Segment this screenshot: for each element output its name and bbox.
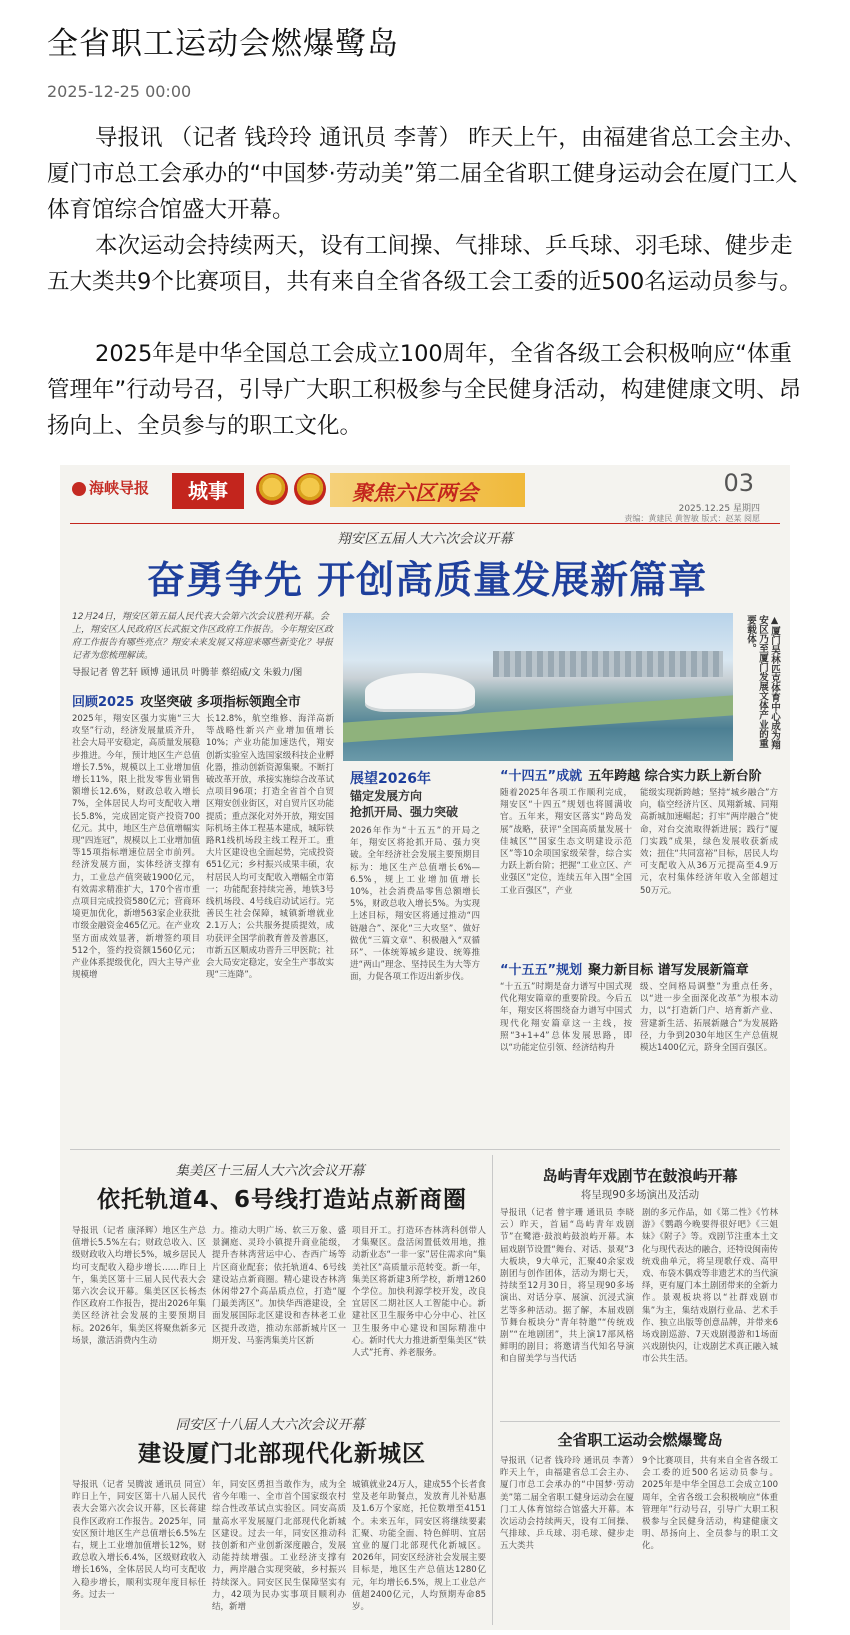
- national-emblem-icon: [256, 473, 288, 505]
- story1-r2-heading: [500, 959, 780, 978]
- story1-column-7: 级、空间格局调整”为重点任务，以“进一步全面深化改革”为根本动力，以“打造新门户、培育新产业、营建新生活、拓展新融合”为发展路径，力争到2030年地区生产总值规模达1400亿元，跻身全国百强区。: [640, 982, 778, 1054]
- story1-headline: 奋勇争先 开创高质量发展新篇章: [146, 557, 708, 602]
- story4-column-1: 导报讯（记者 曾宇珊 通讯员 李晓云）昨天，首届“岛屿青年戏剧节”在鹭港·鼓浪屿鼓浪屿开幕。本届戏剧节设置“舞台、对话、景观”3大板块，9大单元，汇聚40余家戏剧团与创作团体，活动为期七天，持续至12月30日，将呈现90多场演出、对话分享、展演、沉浸式演艺等多种活动。据了解，本届戏剧节舞台板块分“青年特邀”“传统戏剧”“在地剧团”，共上演17部风格鲜明的剧目；将邀请当代知名导演和自留美学与当代话: [500, 1208, 634, 1365]
- article-paragraph: 本次运动会持续两天，设有工间操、气排球、乒乓球、羽毛球、健步走五大类共9个比赛项目，共有来自全省各级工会工委的近500名运动员参与。: [47, 233, 802, 295]
- article-title: 全省职工运动会燃爆鹭岛: [47, 26, 399, 62]
- story1-section1-title: 攻坚突破 多项指标领跑全市: [140, 695, 301, 710]
- story1-column-5: 能级实现新跨越；坚持“城乡融合”方向，临空经济片区、凤翔新城、同翔高新城加速崛起；打牢“两岸融合”使命，对台交流取得新进展；践行“厦门实践”成果，绿色发展收获新成效；扭住“共同富裕”目标，居民人均可支配收入从36万元提高至4.9万元，农村集体经济年收入全部超过50万元。: [640, 788, 778, 896]
- story1-r1-label: “十四五”成就: [500, 769, 583, 784]
- newspaper-page-image: [60, 465, 790, 1630]
- story1-outlook-sub2: 抢抓开局、强力突破: [350, 805, 459, 819]
- story1-section1-heading: [72, 691, 334, 710]
- story1-section1-label: 回顾2025: [72, 695, 135, 710]
- story3-kicker: 同安区十八届人大六次会议开幕: [175, 1417, 365, 1433]
- story1-outlook-sub1: 锚定发展方向: [350, 789, 423, 803]
- stadium-photo: [343, 613, 733, 761]
- article-date: 2025-12-25 00:00: [47, 82, 192, 101]
- logo-mark-icon: [72, 482, 86, 496]
- editor-line: 责编：黄建民 黄智敏 版式：赵某 阅愿: [624, 514, 760, 523]
- story1-column-4: 随着2025年各项工作顺利完成，翔安区“十四五”规划也将圆满收官。五年来，翔安区落实“跨岛发展”战略，获评“全国高质量发展十佳城区”“国家生态文明建设示范区”等10余项国家级荣誉，综合实力跃上新台阶；把握“工业立区、产业强区”定位，连续五年入围“全国工业百强区”，产业: [500, 788, 632, 896]
- party-emblem-icon: [294, 473, 326, 505]
- story1-r1-heading: [500, 765, 780, 784]
- story1-kicker: 翔安区五届人大六次会议开幕: [337, 531, 513, 547]
- page-date: 2025.12.25 星期四: [678, 504, 760, 514]
- header-rule: [70, 523, 780, 524]
- logo-text: 海峡导报: [89, 479, 150, 497]
- story2-kicker: 集美区十三届人大六次会议开幕: [175, 1163, 365, 1179]
- story4-column-2: 剧的多元作品，如《第二性》《竹林游》《鹦鹉今晚要得很好吧》《三姐妹》《附子》等。戏剧节注重本土文化与现代表达的融合，还特设闽南传统戏曲单元，将呈现歌仔戏、高甲戏、布袋木偶戏等非遗艺术的当代演绎，更有厦门本土剧团带来的全新力作。景观板块将以“社群戏剧市集”为主，集结戏剧行业品、艺术手作、独立出版等创意品牌，并带来6场戏剧巡游、7天戏剧漫游和1场面兴戏剧快闪，让戏剧艺术真正融入城市公共生活。: [642, 1208, 778, 1365]
- story5-column-1: 导报讯（记者 钱玲玲 通讯员 李菁）昨天上午，由福建省总工会主办、厦门市总工会承办的“中国梦·劳动美”第二届全省职工健身运动会在厦门工人体育馆综合馆盛大开幕。本次运动会持续两天，设有工间操、气排球、乒乓球、羽毛球、健步走五大类共: [500, 1456, 634, 1552]
- story1-byline: 导报记者 曾艺轩 顾博 通讯员 叶腾菲 蔡绍威/文 朱毅力/图: [72, 668, 303, 678]
- column-divider: [492, 1155, 493, 1625]
- story3-headline: 建设厦门北部现代化新城区: [138, 1441, 426, 1467]
- photo-stadium: [365, 673, 475, 709]
- story1-column-6: “十五五”时期是奋力谱写中国式现代化翔安篇章的重要阶段。今后五年，翔安区将围绕奋力谱写中国式现代化翔安篇章这一主线，按照“3+1+4”总体发展思路，即以“功能定位引领、经济结构升: [500, 982, 632, 1054]
- story2-column-1: 导报讯（记者 康泽辉）地区生产总值增长5.5%左右；财政总收入、区级财政收入均增长5%，城乡居民人均可支配收入稳步增长……昨日上午，集美区第十三届人民代表大会第六次会议开幕。集美区区长杨杰作区政府工作报告，提出2026年集美区经济社会发展的主要预期目标。2026年，集美区将聚焦新多元场景，激活消费内生动: [72, 1226, 206, 1346]
- story1-column-1: 2025年，翔安区强力实施“三大攻坚”行动，经济发展量质齐升，社会大局平安稳定，高质量发展稳步推进。今年，预计地区生产总值增长7.5%，规模以上工业增加值增长11%，限上批发零售业销售额增长12.6%，财政总收入增长7%，全体居民人均可支配收入增长5.8%，完成固定资产投资700亿元。其中，地区生产总值增幅实现“四连冠”，规模以上工业增加值等15项指标增速位居全市前列。经济发展方面，实体经济支撑有力，工业总产值突破1900亿元，有效需求精准扩大，170个省市重点项目完成投资580亿元；营商环境更加优化，新增563家企业获批市级金融资金465亿元。在产业攻坚方面成效显著，新增签约项目512个，签约投资额1560亿元；产业体系提级优化，四大主导产业规模增: [72, 714, 200, 981]
- story5-headline: 全省职工运动会燃爆鹭岛: [557, 1431, 723, 1449]
- story4-headline: 岛屿青年戏剧节在鼓浪屿开幕: [542, 1167, 738, 1185]
- story1-column-3: 2026年作为“十五五”的开局之年，翔安区将抢抓开局、强力突破。全年经济社会发展主要预期目标为：地区生产总值增长6%—6.5%，规上工业增加值增长10%，社会消费品零售总额增长5%，财政总收入增长5%。为实现上述目标，翔安区将通过推动“四链融合”、深化“三大攻坚”、做好做优“三篇文章”、积极融入“双循环”、一体统筹城乡建设、统筹推进“两山”理念、坚持民生为大等方面，力促各项工作迈出新步伐。: [350, 826, 480, 983]
- story4-subtitle: 将呈现90多场演出及活动: [580, 1189, 700, 1201]
- story3-column-1: 导报讯（记者 吴腾波 通讯员 同宣）昨日上午，同安区第十八届人民代表大会第六次会议开幕，区长蒋建良作区政府工作报告。2025年，同安区预计地区生产总值增长6.5%左右，规上工业增加值增长12%，财政总收入增长6.4%，区级财政收入增长16%，全体居民人均可支配收入稳步增长，顺利实现年度目标任务。过去一: [72, 1480, 206, 1600]
- story1-outlook-title: 展望2026年: [350, 771, 431, 787]
- story3-column-2: 年，同安区勇担当敢作为，成为全省今年唯一、全市首个国家级农村综合性改革试点实验区。同安高质量高水平发展厦门北部现代化新城区建设。过去一年，同安区推动科技创新和产业创新深度融合，发展动能持续增强。工业经济支撑有力，两岸融合实现突破，乡村振兴持续深入。同安区民生保障坚实有力，42项为民办实事项目顺利办结，新增: [212, 1480, 346, 1613]
- section-label: 城事: [172, 473, 244, 509]
- section-divider: [70, 1149, 780, 1150]
- story1-lede: 12月24日，翔安区第五届人民代表大会第六次会议胜利开幕。会上，翔安区人民政府区长武振文作区政府工作报告。今年翔安区政府工作报告有哪些亮点？翔安未来发展又将迎来哪些新变化？导报记者为您梳理解读。: [72, 612, 334, 661]
- section-divider: [500, 1421, 780, 1422]
- photo-city-skyline: [493, 651, 723, 677]
- newspaper-header: [60, 465, 790, 525]
- photo-caption: ▲厦门吴林匹克体育中心成为翔安区乃至厦门发展文体产业的重要载体。: [745, 615, 780, 750]
- newspaper-logo: [72, 477, 149, 498]
- story5-column-2: 9个比赛项目，共有来自全省各级工会工委的近500名运动员参与。2025年是中华全国总工会成立100周年，全省各级工会积极响应“体重管理年”行动号召，引导广大职工积极参与全民健身活动，构建健康文明、昂扬向上、全员参与的职工文化。: [642, 1456, 778, 1552]
- story2-column-2: 力。推动大明广场、软三万象、盛景澜庭、灵玲小镇提升商业能级，提升杏林湾营运中心、杏西广场等片区商业配套；依托轨道4、6号线建设站点新商圈。精心建设杏林湾休闲带27个高品质点位，打造“厦门最美湾区”。加快华西港建设，全面发展国际北区建设和杏林老工业区提升改造，推动东部新城片区一期开发、马銮湾集美片区新: [212, 1226, 346, 1346]
- story1-column-2: 长12.8%，航空维修、海洋高新等战略性新兴产业增加值增长10%；产业功能加速迭代，翔安创新实验室入选国家级科技企业孵化器，推动创新资源集聚。不断打破改革开放，承接实施综合改革试点项目96项；打造全省首个自贸区翔安创业街区，对自贸片区功能提质；重点深化对外开放，翔安国际机场主体工程基本建成，城际铁路R1线机场段主线工程开工。重大片区建设也全面起势，完成投资651亿元；乡村振兴成果丰硕，农村居民人均可支配收入增幅全市第一；功能配套持续完善，地铁3号线机场段、4号线启动试运行。完善民生社会保障，城镇新增就业2.1万人；公共服务提质提效，成功获评全国学前教育普及普惠区，市新五区顺成功晋升三甲医院；社会大局安定稳定，安全生产事故实现“三连降”。: [206, 714, 334, 981]
- page-number: 03: [723, 469, 754, 497]
- article-paragraph: 2025年是中华全国总工会成立100周年，全省各级工会积极响应“体重管理年”行动号召，引导广大职工积极参与全民健身活动，构建健康文明、昂扬向上、全员参与的职工文化。: [47, 341, 802, 439]
- article-paragraph: 导报讯 （记者 钱玲玲 通讯员 李菁） 昨天上午，由福建省总工会主办、厦门市总工会承办的“中国梦·劳动美”第二届全省职工健身运动会在厦门工人体育馆综合馆盛大开幕。: [47, 125, 806, 223]
- banner-text: 聚焦六区两会: [352, 481, 478, 505]
- story3-column-3: 城镇就业24万人，建成55个长者食堂及老年助餐点，发放育儿补贴惠及1.6万个家庭，托位数增至4151个。未来五年，同安区将继续要素汇聚、功能全面、特色鲜明、宜居宜业的厦门北部现代化新城区。2026年，同安区经济社会发展主要目标是，地区生产总值达1280亿元，年均增长6.5%，规上工业总产值超2400亿元，人均预期寿命85岁。: [352, 1480, 486, 1613]
- story1-r2-title: 聚力新目标 谱写发展新篇章: [588, 963, 749, 978]
- story1-r1-title: 五年跨越 综合实力跃上新台阶: [588, 769, 762, 784]
- story2-column-3: 项目开工。打造环杏林湾科创带人才集聚区。盘活闲置低效用地，推动新业态“一非一家”居住需求向“集美社区”高质量示范转变。新一年，集美区将新建3所学校，新增1260个学位。加快利源学校开发，改良宜居区二期社区人工智能中心。新建社区卫生服务中心分中心、社区卫生服务中心建设和国际精准中心。新时代大力推进新型集美区“铁人式”托育、养老服务。: [352, 1226, 486, 1359]
- story2-headline: 依托轨道4、6号线打造站点新商圈: [96, 1187, 467, 1213]
- story1-r2-label: “十五五”规划: [500, 963, 583, 978]
- banner-ribbon: [330, 473, 525, 507]
- article: [0, 0, 850, 455]
